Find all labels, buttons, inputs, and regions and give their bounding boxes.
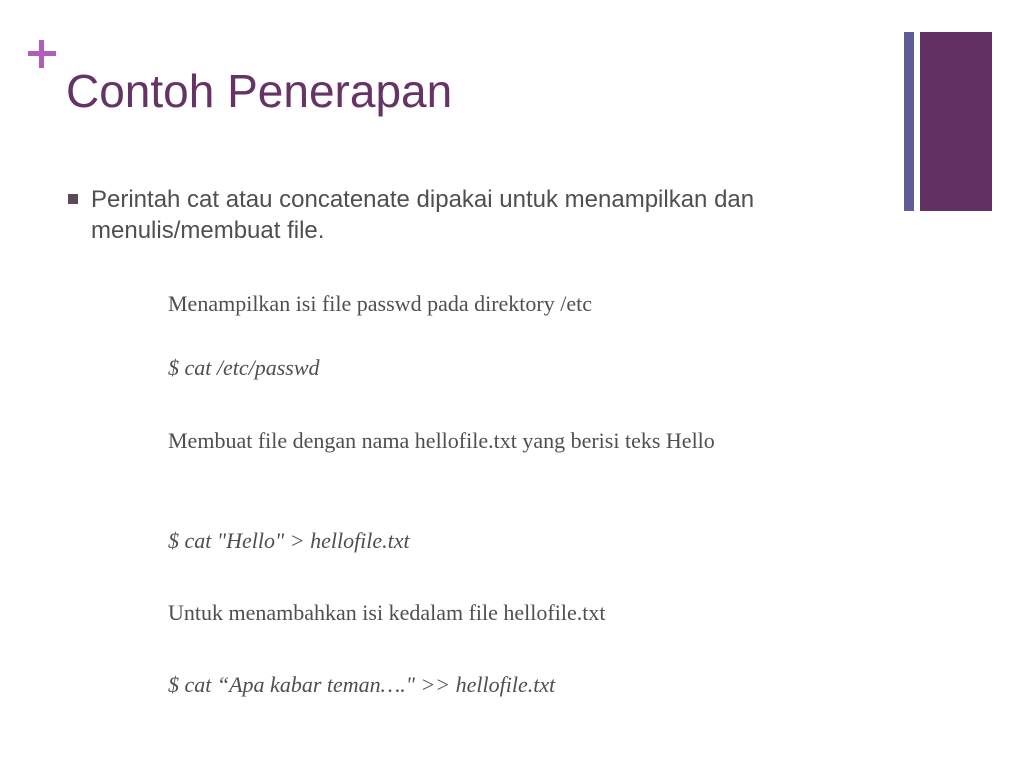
plus-icon [28,40,56,68]
bullet-square-icon [68,194,78,204]
command-cat-passwd: $ cat /etc/passwd [168,355,320,380]
description-passwd: Menampilkan isi file passwd pada direktory /etc [168,291,592,316]
command-cat-hello: $ cat "Hello" > hellofile.txt [168,528,410,553]
decorative-bar-thin [904,32,914,211]
description-append: Untuk menambahkan isi kedalam file hellofile.txt [168,600,606,625]
bullet-text: Perintah cat atau concatenate dipakai untuk menampilkan dan menulis/membuat file. [91,186,755,244]
description-create-file: Membuat file dengan nama hellofile.txt yang berisi teks Hello [168,428,715,453]
slide-title: Contoh Penerapan [66,65,453,117]
command-cat-append: $ cat “Apa kabar teman…." >> hellofile.txt [168,672,556,697]
decorative-bar-thick [920,32,992,211]
